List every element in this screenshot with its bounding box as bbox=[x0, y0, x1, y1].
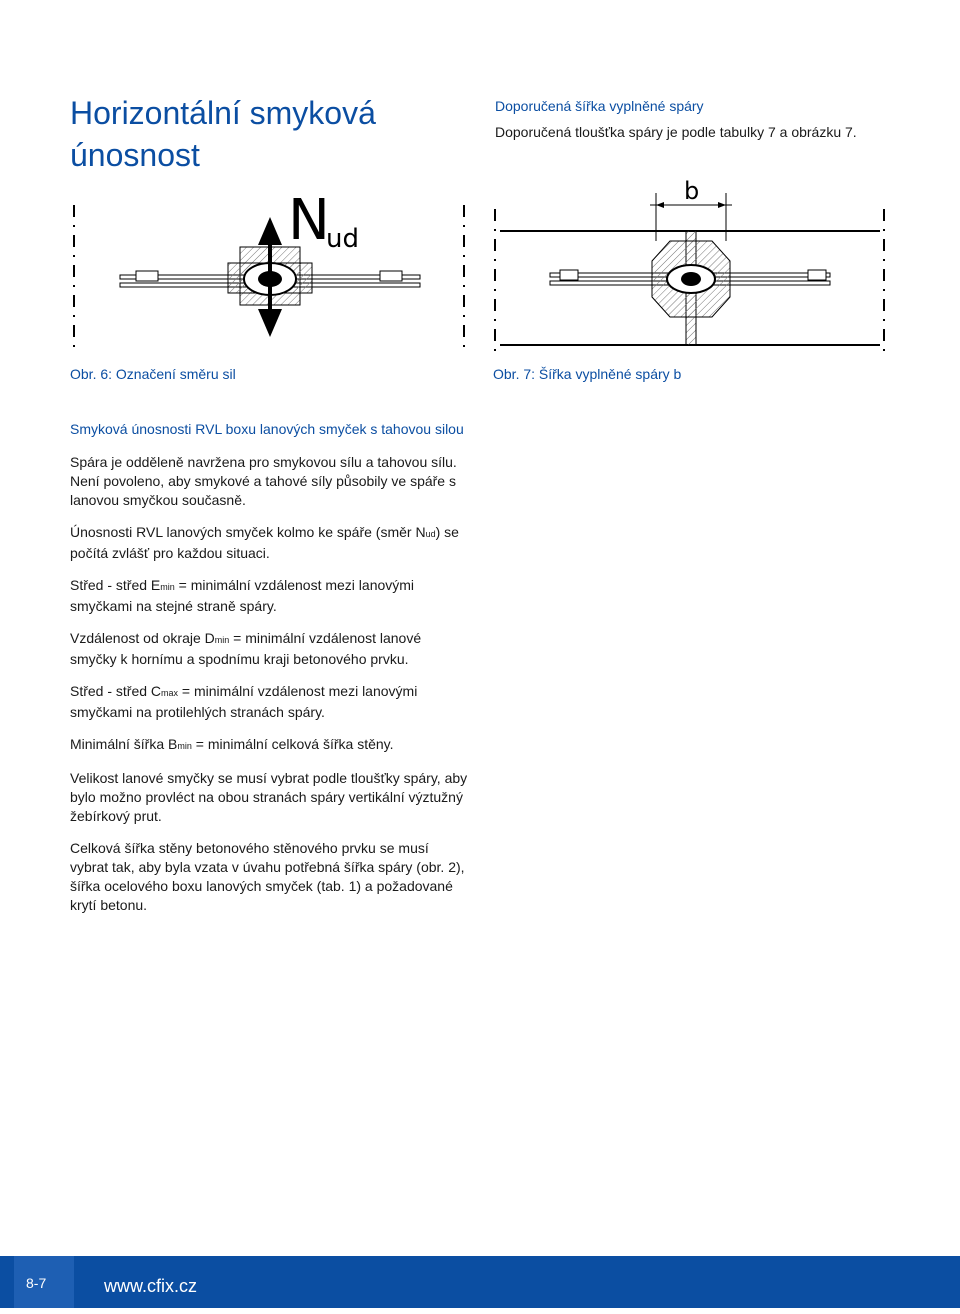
paragraph-3: Střed - střed Emin = minimální vzdálenost mezi lanovými smyčkami na stejné straně spáry. bbox=[70, 577, 415, 614]
fig6-label-ud: ud bbox=[326, 224, 359, 254]
paragraph-1: Spára je odděleně navržena pro smykovou sílu a tahovou sílu. Není povoleno, aby smykové a tahové síly působily ve spáře s lanovou smyčkou současně. bbox=[70, 454, 457, 508]
figure-7-joint-width bbox=[490, 175, 890, 355]
page-footer bbox=[0, 1256, 960, 1314]
paragraph-8: Celková šířka stěny betonového stěnového prvku se musí vybrat tak, aby byla vzata v úvahu potřebná šířka spáry (obr. 2), šířka ocelového boxu lanových smyček (tab. 1) a požadované krytí betonu. bbox=[70, 840, 465, 913]
figure-7-caption: Obr. 7: Šířka vyplněné spáry b bbox=[493, 366, 682, 382]
paragraph-6: Minimální šířka Bmin = minimální celková šířka stěny. bbox=[70, 736, 394, 752]
page-number: 8-7 bbox=[26, 1275, 47, 1291]
figure-6-caption: Obr. 6: Označení směru sil bbox=[70, 366, 236, 382]
page-title: Horizontální smyková únosnost bbox=[70, 95, 376, 173]
recommended-width-text: Doporučená tloušťka spáry je podle tabulky 7 a obrázku 7. bbox=[495, 124, 857, 140]
recommended-width-heading: Doporučená šířka vyplněné spáry bbox=[495, 98, 704, 114]
fig6-label-n: N bbox=[288, 188, 330, 253]
fig7-label-b: b bbox=[684, 177, 700, 205]
paragraph-7: Velikost lanové smyčky se musí vybrat podle tloušťky spáry, aby bylo možno provléct na obou stranách spáry vertikální výztužný žebírkový prut. bbox=[70, 770, 468, 824]
body-text bbox=[70, 420, 470, 928]
paragraph-5: Střed - střed Cmax = minimální vzdálenost mezi lanovými smyčkami na protilehlých stranách spáry. bbox=[70, 683, 418, 720]
paragraph-4: Vzdálenost od okraje Dmin = minimální vzdálenost lanové smyčky k hornímu a spodnímu kraji betonového prvku. bbox=[70, 630, 422, 667]
section-heading: Smyková únosnosti RVL boxu lanových smyček s tahovou silou bbox=[70, 421, 464, 437]
figure-6-force-direction bbox=[68, 185, 470, 355]
website-link[interactable]: www.cfix.cz bbox=[104, 1276, 198, 1296]
paragraph-2: Únosnosti RVL lanových smyček kolmo ke spáře (směr Nud) se počítá zvlášť pro každou situaci. bbox=[70, 524, 459, 561]
recommended-width-block bbox=[495, 96, 935, 142]
